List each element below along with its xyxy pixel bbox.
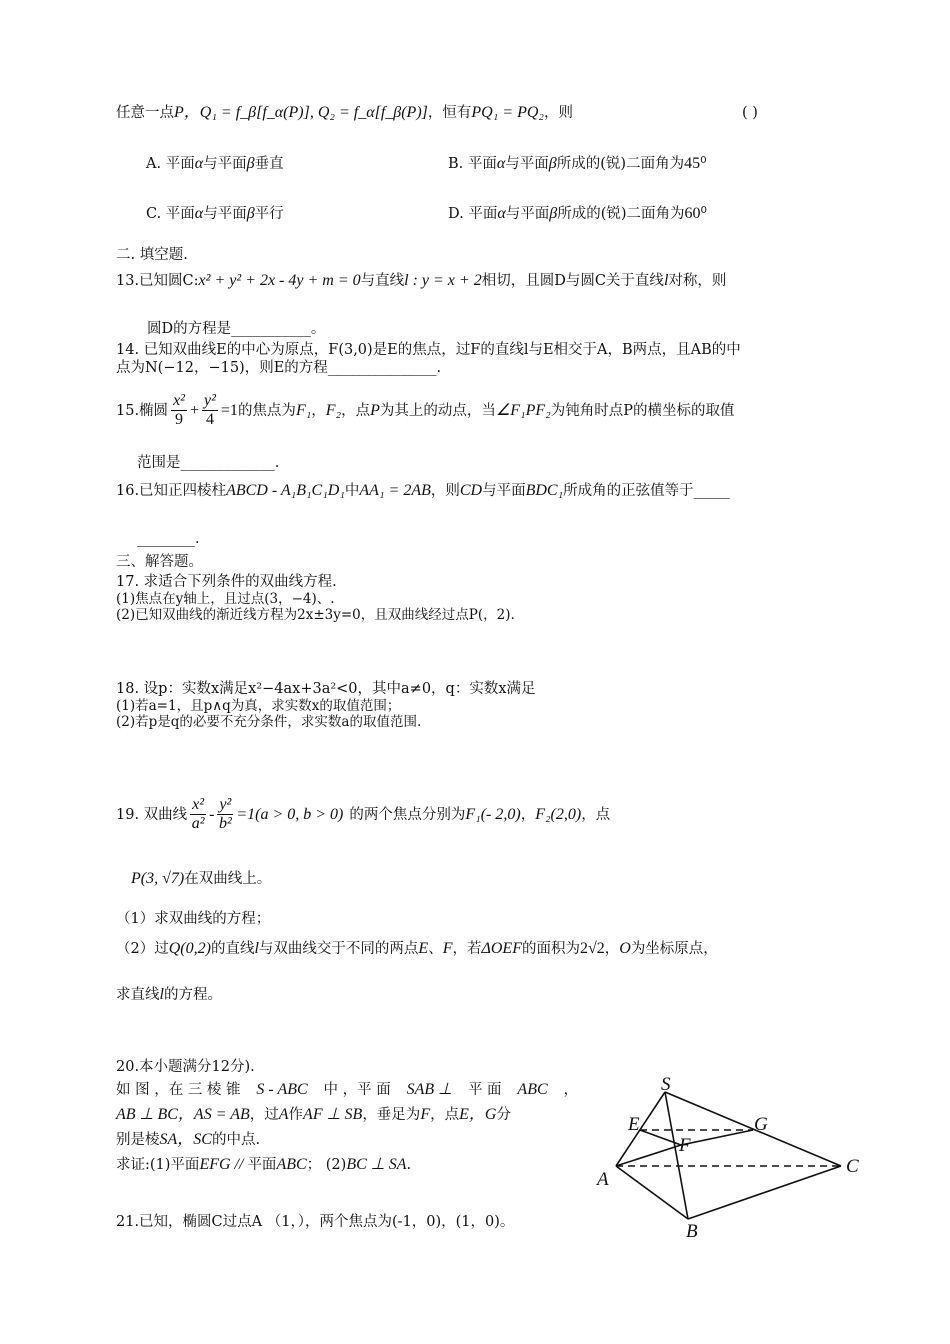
q16-text: 16.已知正四棱柱 [116, 483, 227, 499]
q15-fraction-x [171, 392, 187, 429]
point-a: A [278, 1106, 289, 1123]
q16-text: ，则 [430, 483, 460, 499]
point-p: P [370, 401, 380, 419]
plane-abc: ABC [517, 1081, 548, 1098]
q12-option-c [146, 205, 284, 223]
q19-text: ， [520, 806, 536, 823]
q20-line1 [116, 1081, 578, 1099]
point-q: Q(0,2) [168, 940, 211, 957]
q15-text: 15.椭圆 [116, 402, 169, 419]
q17-title: 17. 求适合下列条件的双曲线方程. [116, 574, 337, 590]
q20-line4 [116, 1156, 411, 1174]
option-mid: 与平面 [505, 206, 550, 222]
area-value: 2√2 [579, 940, 605, 957]
option-beta: β [549, 205, 558, 222]
point-e: E [418, 940, 429, 957]
q19-text: ，点 [581, 806, 611, 823]
section-solve: 三、解答题。 [116, 554, 203, 570]
triangle-oef: ΔOEF [481, 940, 522, 957]
option-label: B. 平面 [448, 156, 497, 172]
option-angle: 60⁰ [684, 205, 707, 222]
section-fill-in: 二. 填空题. [116, 247, 188, 263]
option-beta: β [548, 155, 557, 172]
answer-bracket: ( ) [742, 105, 758, 121]
edge-sa [616, 1092, 665, 1166]
fraction-numerator: x² [173, 392, 185, 409]
point-f: F [420, 1106, 431, 1123]
q19-text: 在双曲线上。 [184, 871, 272, 887]
fraction-denominator: 4 [205, 411, 214, 428]
q20-text: 平面 [247, 1157, 277, 1173]
q15-line2: 范围是_____________. [137, 455, 280, 471]
q19-text: 的两个焦点分别为 [349, 806, 466, 823]
q19-sub2-cont [116, 986, 222, 1004]
option-beta: β [246, 205, 255, 222]
label-a: A [597, 1169, 609, 1190]
q13-circle-eq: x² + y² + 2x - 4y + m = 0 [198, 272, 361, 289]
q20-math: AB ⊥ BC，AS = AB [116, 1106, 250, 1123]
option-tail: 所成的(锐)二面角为 [557, 206, 685, 222]
q20-text: ，垂足为 [362, 1107, 421, 1123]
pyramid-name: S - ABC [256, 1081, 308, 1098]
label-g: G [754, 1114, 768, 1135]
q20-line2 [116, 1106, 511, 1124]
q18-title: 18. 设p：实数x满足x²−4ax+3a²<0，其中a≠0，q：实数x满足 [116, 681, 536, 697]
edge-relation: AA₁ = 2AB [359, 482, 431, 499]
q16-line1 [116, 482, 730, 500]
option-label: A. 平面 [146, 156, 195, 172]
q13-text: 与直线 [360, 273, 405, 289]
q19-fraction-x [190, 796, 206, 833]
option-tail: 垂直 [254, 156, 284, 172]
q19-sub2 [116, 940, 718, 958]
q15-text: 为其上的动点，当 [379, 402, 496, 419]
q19-text: 求直线 [116, 987, 160, 1003]
prism-name: ABCD - A₁B₁C₁D₁ [226, 482, 345, 499]
q13-text: 对称，则 [668, 273, 727, 289]
q19-condition: =1(a > 0, b > 0) [236, 805, 344, 823]
minus-sign: - [209, 805, 215, 823]
q20-text: ，过 [249, 1107, 279, 1123]
q15-text: ， [311, 402, 326, 419]
option-mid: 与平面 [505, 156, 549, 172]
point-p: P(3, √7) [131, 870, 185, 887]
q19-text: 的面积为 [521, 941, 580, 957]
fraction-numerator: y² [204, 392, 216, 409]
q12-stem-suffix: ，则 [543, 105, 573, 121]
line-l: l [254, 940, 259, 957]
option-angle: 45⁰ [684, 155, 707, 172]
segment-af [616, 1145, 681, 1166]
q20-text: ，点 [430, 1107, 460, 1123]
label-e: E [628, 1114, 640, 1135]
q15-fraction-y [202, 392, 218, 429]
q17-part2: (2)已知双曲线的渐近线方程为2x±3y=0，且双曲线经过点P(，2). [116, 607, 515, 623]
q19-text: 为坐标原点， [630, 941, 718, 957]
segment-cd: CD [459, 482, 483, 499]
plane-sab: SAB ⊥ [406, 1081, 453, 1098]
q12-stem-prefix: 任意一点 [116, 105, 174, 121]
q20-text: 求证:(1)平面 [116, 1157, 200, 1173]
q20-text: . [406, 1157, 412, 1173]
q19-text: 19. 双曲线 [116, 806, 188, 823]
pyramid-figure [590, 1075, 870, 1245]
fraction-denominator: a² [191, 815, 205, 832]
q20-line3 [116, 1131, 260, 1149]
segment-ef [640, 1130, 681, 1145]
edge-sc [665, 1092, 841, 1166]
option-alpha: α [194, 205, 204, 222]
q20-text: 分 [496, 1107, 511, 1123]
q19-text: ，若 [452, 941, 482, 957]
edge-bc [688, 1166, 841, 1219]
option-alpha: α [194, 155, 204, 172]
option-tail: 平行 [254, 206, 284, 222]
point-f: F [442, 940, 453, 957]
q20-title: 20.本小题满分12分). [116, 1059, 255, 1075]
q13-line-l: l [663, 272, 669, 289]
q19-fraction-y [217, 796, 233, 833]
q12-option-b [448, 155, 707, 173]
q15-text: 为钝角时点P的横坐标的取值 [550, 402, 735, 419]
q20-text: 别是棱 [116, 1132, 160, 1148]
q19-line1 [116, 796, 610, 833]
q17-part1: (1)焦点在y轴上，且过点(3，−4)、. [116, 591, 335, 607]
q12-stem-math2: PQ₁ = PQ₂ [471, 104, 544, 121]
q14-line2: 点为N(−12，−15)，则E的方程_______________. [116, 360, 442, 376]
q16-text: 与平面 [482, 483, 526, 499]
q19-text: 与双曲线交于不同的两点 [258, 941, 419, 957]
q19-text: （2）过 [116, 941, 169, 957]
q20-math: BC ⊥ SA [346, 1156, 407, 1173]
q13-line2: 圆D的方程是___________。 [147, 321, 326, 337]
label-b: B [686, 1221, 698, 1242]
q20-text: ， [563, 1082, 578, 1098]
q18-part2: (2)若p是q的必要不充分条件，求实数a的取值范围. [116, 714, 422, 730]
q19-text: ， [604, 941, 620, 957]
plane-efg: EFG // [199, 1156, 248, 1173]
q15-line1 [116, 392, 734, 429]
fraction-numerator: x² [192, 796, 205, 813]
q20-text: 的中点. [211, 1132, 261, 1148]
q12-option-a [146, 155, 284, 173]
line-l: l [159, 986, 164, 1003]
q19-sub1: （1）求双曲线的方程； [116, 911, 271, 927]
q16-text: 所成角的正弦值等于_____ [563, 483, 730, 499]
origin-o: O [619, 940, 631, 957]
q15-text: ，点 [341, 402, 371, 419]
option-beta: β [246, 155, 255, 172]
q19-text: 、 [428, 941, 443, 957]
label-s: S [661, 1075, 671, 1095]
fraction-denominator: 9 [175, 411, 184, 428]
edges-sa-sc: SA，SC [159, 1131, 212, 1148]
q15-text: 的焦点为 [237, 402, 296, 419]
equals-one: =1 [220, 401, 238, 419]
plane-bdc1: BDC₁ [525, 482, 564, 499]
option-mid: 与平面 [203, 206, 247, 222]
option-label: C. 平面 [146, 206, 195, 222]
q13-line-eq: l : y = x + 2 [404, 272, 482, 289]
q20-text: 平 面 [467, 1082, 502, 1098]
plus-sign: + [189, 401, 199, 419]
q12-option-d [448, 205, 707, 223]
focus-f1: F₁(- 2,0) [465, 805, 521, 823]
focus-f1: F₁ [295, 401, 312, 419]
fraction-denominator: b² [218, 815, 232, 832]
q21-line1: 21.已知，椭圆C过点A （1，），两个焦点为(-1，0)，(1，0)。 [116, 1214, 515, 1230]
points-e-g: E，G [459, 1106, 497, 1123]
q13-text: 13.已知圆C: [116, 273, 199, 289]
label-c: C [846, 1156, 859, 1177]
q13-line1 [116, 272, 726, 290]
angle-f1pf2: ∠F₁PF₂ [495, 401, 551, 419]
q13-text: 相切，且圆D与圆C关于直线 [481, 273, 664, 289]
q20-text: 作 [288, 1107, 304, 1123]
label-f: F [679, 1135, 691, 1156]
option-alpha: α [496, 155, 506, 172]
edge-ab [616, 1166, 688, 1219]
q19-text: 的直线 [210, 941, 255, 957]
q16-line2: ________. [137, 531, 200, 547]
focus-f2: F₂ [325, 401, 342, 419]
option-label: D. 平面 [448, 206, 498, 222]
option-tail: 所成的(锐)二面角为 [556, 156, 685, 172]
q12-stem-mid: ，恒有 [427, 105, 472, 121]
q18-part1: (1)若a=1，且p∧q为真，求实数x的取值范围； [116, 698, 401, 714]
q20-text: 中 ，平 面 [323, 1082, 391, 1098]
option-alpha: α [497, 205, 506, 222]
q20-text: ； (2) [306, 1157, 347, 1173]
q20-math: AF ⊥ SB [303, 1106, 363, 1123]
q20-text: 如 图 ，在 三 棱 锥 [116, 1082, 241, 1098]
q16-text: 中 [344, 483, 360, 499]
q12-stem [116, 104, 573, 122]
focus-f2: F₂(2,0) [535, 805, 582, 823]
plane-abc: ABC [276, 1156, 307, 1173]
q12-stem-math: P，Q₁ = f_β[f_α(P)], Q₂ = f_α[f_β(P)] [174, 104, 428, 121]
option-mid: 与平面 [203, 156, 247, 172]
segment-fg [681, 1130, 753, 1145]
q19-line2 [131, 870, 271, 888]
q14-line1: 14. 已知双曲线E的中心为原点，F(3,0)是E的焦点，过F的直线l与E相交于A，B两点，且AB的中 [116, 342, 741, 358]
q19-text: 的方程。 [163, 987, 222, 1003]
fraction-numerator: y² [219, 796, 232, 813]
